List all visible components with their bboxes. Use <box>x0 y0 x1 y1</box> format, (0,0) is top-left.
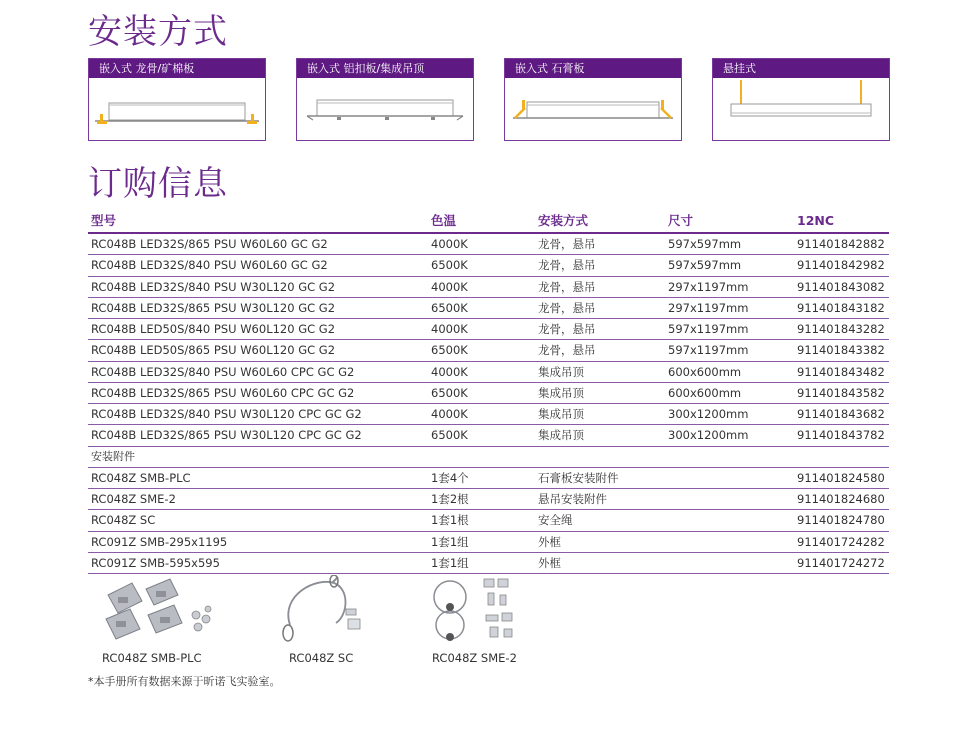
cell-12nc: 911401843282 <box>797 322 885 336</box>
cell-size: 597x597mm <box>668 237 742 251</box>
cell-cct: 6500K <box>431 300 468 315</box>
cell-description: 外框 <box>538 534 561 549</box>
footnote: *本手册所有数据来源于昕诺飞实验室。 <box>88 675 281 688</box>
grid-ceiling-diagram-icon <box>89 78 265 140</box>
cell-cct: 4000K <box>431 364 468 379</box>
cell-12nc: 911401843682 <box>797 407 885 421</box>
cell-cct: 4000K <box>431 322 468 336</box>
table-header-row <box>88 211 889 234</box>
cell-12nc: 911401724272 <box>797 555 885 570</box>
cell-cct: 6500K <box>431 385 468 400</box>
header-mounting: 安装方式 <box>538 213 589 228</box>
table-row <box>88 468 889 489</box>
cell-model: RC048B LED50S/865 PSU W60L120 GC G2 <box>91 343 336 358</box>
table-row <box>88 532 889 553</box>
install-section-title: 安装方式 <box>88 12 228 52</box>
cell-12nc: 911401824780 <box>797 513 885 528</box>
table-row <box>88 319 889 340</box>
cell-12nc: 911401843382 <box>797 343 885 358</box>
order-table <box>88 211 889 574</box>
table-row <box>88 553 889 574</box>
cell-mounting: 龙骨，悬吊 <box>538 322 596 336</box>
cell-model: RC048B LED32S/865 PSU W60L60 CPC GC G2 <box>91 385 355 400</box>
cell-cct: 4000K <box>431 407 468 421</box>
cell-mounting: 龙骨，悬吊 <box>538 300 596 315</box>
table-row <box>88 340 889 361</box>
cell-model: RC048B LED50S/840 PSU W60L120 GC G2 <box>91 322 336 336</box>
cell-12nc: 911401843082 <box>797 279 885 294</box>
cell-description: 安全绳 <box>538 513 573 528</box>
cell-12nc: 911401843182 <box>797 300 885 315</box>
install-method-aluminum-ceiling <box>296 58 474 141</box>
cell-description: 悬吊安装附件 <box>538 492 607 506</box>
cell-quantity: 1套1组 <box>431 534 469 549</box>
cell-12nc: 911401724282 <box>797 534 885 549</box>
install-method-gypsum-board <box>504 58 682 141</box>
cell-size: 597x1197mm <box>668 343 749 358</box>
table-row <box>88 383 889 404</box>
accessory-caption: RC048Z SME-2 <box>432 651 517 665</box>
cell-model: RC048B LED32S/840 PSU W30L120 CPC GC G2 <box>91 407 362 421</box>
cell-mounting: 集成吊顶 <box>538 428 584 443</box>
cell-size: 600x600mm <box>668 364 742 379</box>
install-method-label: 悬挂式 <box>713 59 889 78</box>
aluminum-ceiling-diagram-icon <box>297 78 473 140</box>
cell-mounting: 集成吊顶 <box>538 385 584 400</box>
install-method-label: 嵌入式 铝扣板/集成吊顶 <box>297 59 473 78</box>
table-row <box>88 362 889 383</box>
cell-quantity: 1套1根 <box>431 513 469 528</box>
table-row <box>88 298 889 319</box>
accessory-caption: RC048Z SMB-PLC <box>102 651 202 665</box>
cell-model: RC048Z SME-2 <box>91 492 176 506</box>
cell-12nc: 911401842882 <box>797 237 885 251</box>
cell-12nc: 911401843782 <box>797 428 885 443</box>
cell-12nc: 911401843482 <box>797 364 885 379</box>
cell-size: 300x1200mm <box>668 428 749 443</box>
cell-quantity: 1套2根 <box>431 492 469 506</box>
cell-model: RC048B LED32S/840 PSU W30L120 GC G2 <box>91 279 336 294</box>
cell-size: 600x600mm <box>668 385 742 400</box>
cell-model: RC048B LED32S/865 PSU W60L60 GC G2 <box>91 237 328 251</box>
cell-model: RC091Z SMB-595x595 <box>91 555 220 570</box>
table-row <box>88 510 889 531</box>
cell-mounting: 龙骨，悬吊 <box>538 237 596 251</box>
cell-description: 石膏板安装附件 <box>538 470 619 485</box>
table-row <box>88 425 889 446</box>
table-row <box>88 234 889 255</box>
accessory-caption: RC048Z SC <box>289 651 354 665</box>
cell-mounting: 龙骨，悬吊 <box>538 343 596 358</box>
accessories-label: 安装附件 <box>91 449 135 463</box>
cell-size: 597x597mm <box>668 258 742 273</box>
cell-cct: 4000K <box>431 237 468 251</box>
install-method-suspended <box>712 58 890 141</box>
cell-model: RC048Z SMB-PLC <box>91 470 191 485</box>
table-row <box>88 255 889 276</box>
header-model: 型号 <box>91 213 117 228</box>
cell-cct: 6500K <box>431 258 468 273</box>
cell-cct: 6500K <box>431 428 468 443</box>
install-method-label: 嵌入式 龙骨/矿棉板 <box>89 59 265 78</box>
header-cct: 色温 <box>431 213 457 228</box>
cell-cct: 4000K <box>431 279 468 294</box>
cell-12nc: 911401824580 <box>797 470 885 485</box>
cell-quantity: 1套4个 <box>431 470 469 485</box>
order-section-title: 订购信息 <box>88 164 228 204</box>
install-method-label: 嵌入式 石膏板 <box>505 59 681 78</box>
cell-mounting: 龙骨，悬吊 <box>538 258 596 273</box>
table-row <box>88 489 889 510</box>
cell-mounting: 龙骨，悬吊 <box>538 279 596 294</box>
cell-model: RC091Z SMB-295x1195 <box>91 534 228 549</box>
cell-12nc: 911401843582 <box>797 385 885 400</box>
accessories-section-row <box>88 447 889 468</box>
cell-12nc: 911401824680 <box>797 492 885 506</box>
cell-cct: 6500K <box>431 343 468 358</box>
cell-model: RC048B LED32S/840 PSU W60L60 CPC GC G2 <box>91 364 355 379</box>
cell-size: 297x1197mm <box>668 300 749 315</box>
cell-size: 300x1200mm <box>668 407 749 421</box>
cell-size: 597x1197mm <box>668 322 749 336</box>
header-12nc: 12NC <box>797 213 835 228</box>
mounting-clips-icon <box>98 575 218 647</box>
suspended-diagram-icon <box>713 78 889 140</box>
cell-12nc: 911401842982 <box>797 258 885 273</box>
suspension-kit-icon <box>428 575 518 647</box>
cell-mounting: 集成吊顶 <box>538 407 584 421</box>
safety-cable-icon <box>276 575 376 647</box>
cell-quantity: 1套1组 <box>431 555 469 570</box>
cell-model: RC048B LED32S/865 PSU W30L120 GC G2 <box>91 300 336 315</box>
cell-model: RC048Z SC <box>91 513 156 528</box>
cell-description: 外框 <box>538 555 561 570</box>
install-method-grid-ceiling <box>88 58 266 141</box>
cell-mounting: 集成吊顶 <box>538 364 584 379</box>
gypsum-board-diagram-icon <box>505 78 681 140</box>
cell-model: RC048B LED32S/840 PSU W60L60 GC G2 <box>91 258 328 273</box>
header-size: 尺寸 <box>668 213 694 228</box>
cell-size: 297x1197mm <box>668 279 749 294</box>
table-row <box>88 404 889 425</box>
cell-model: RC048B LED32S/865 PSU W30L120 CPC GC G2 <box>91 428 362 443</box>
table-row <box>88 277 889 298</box>
